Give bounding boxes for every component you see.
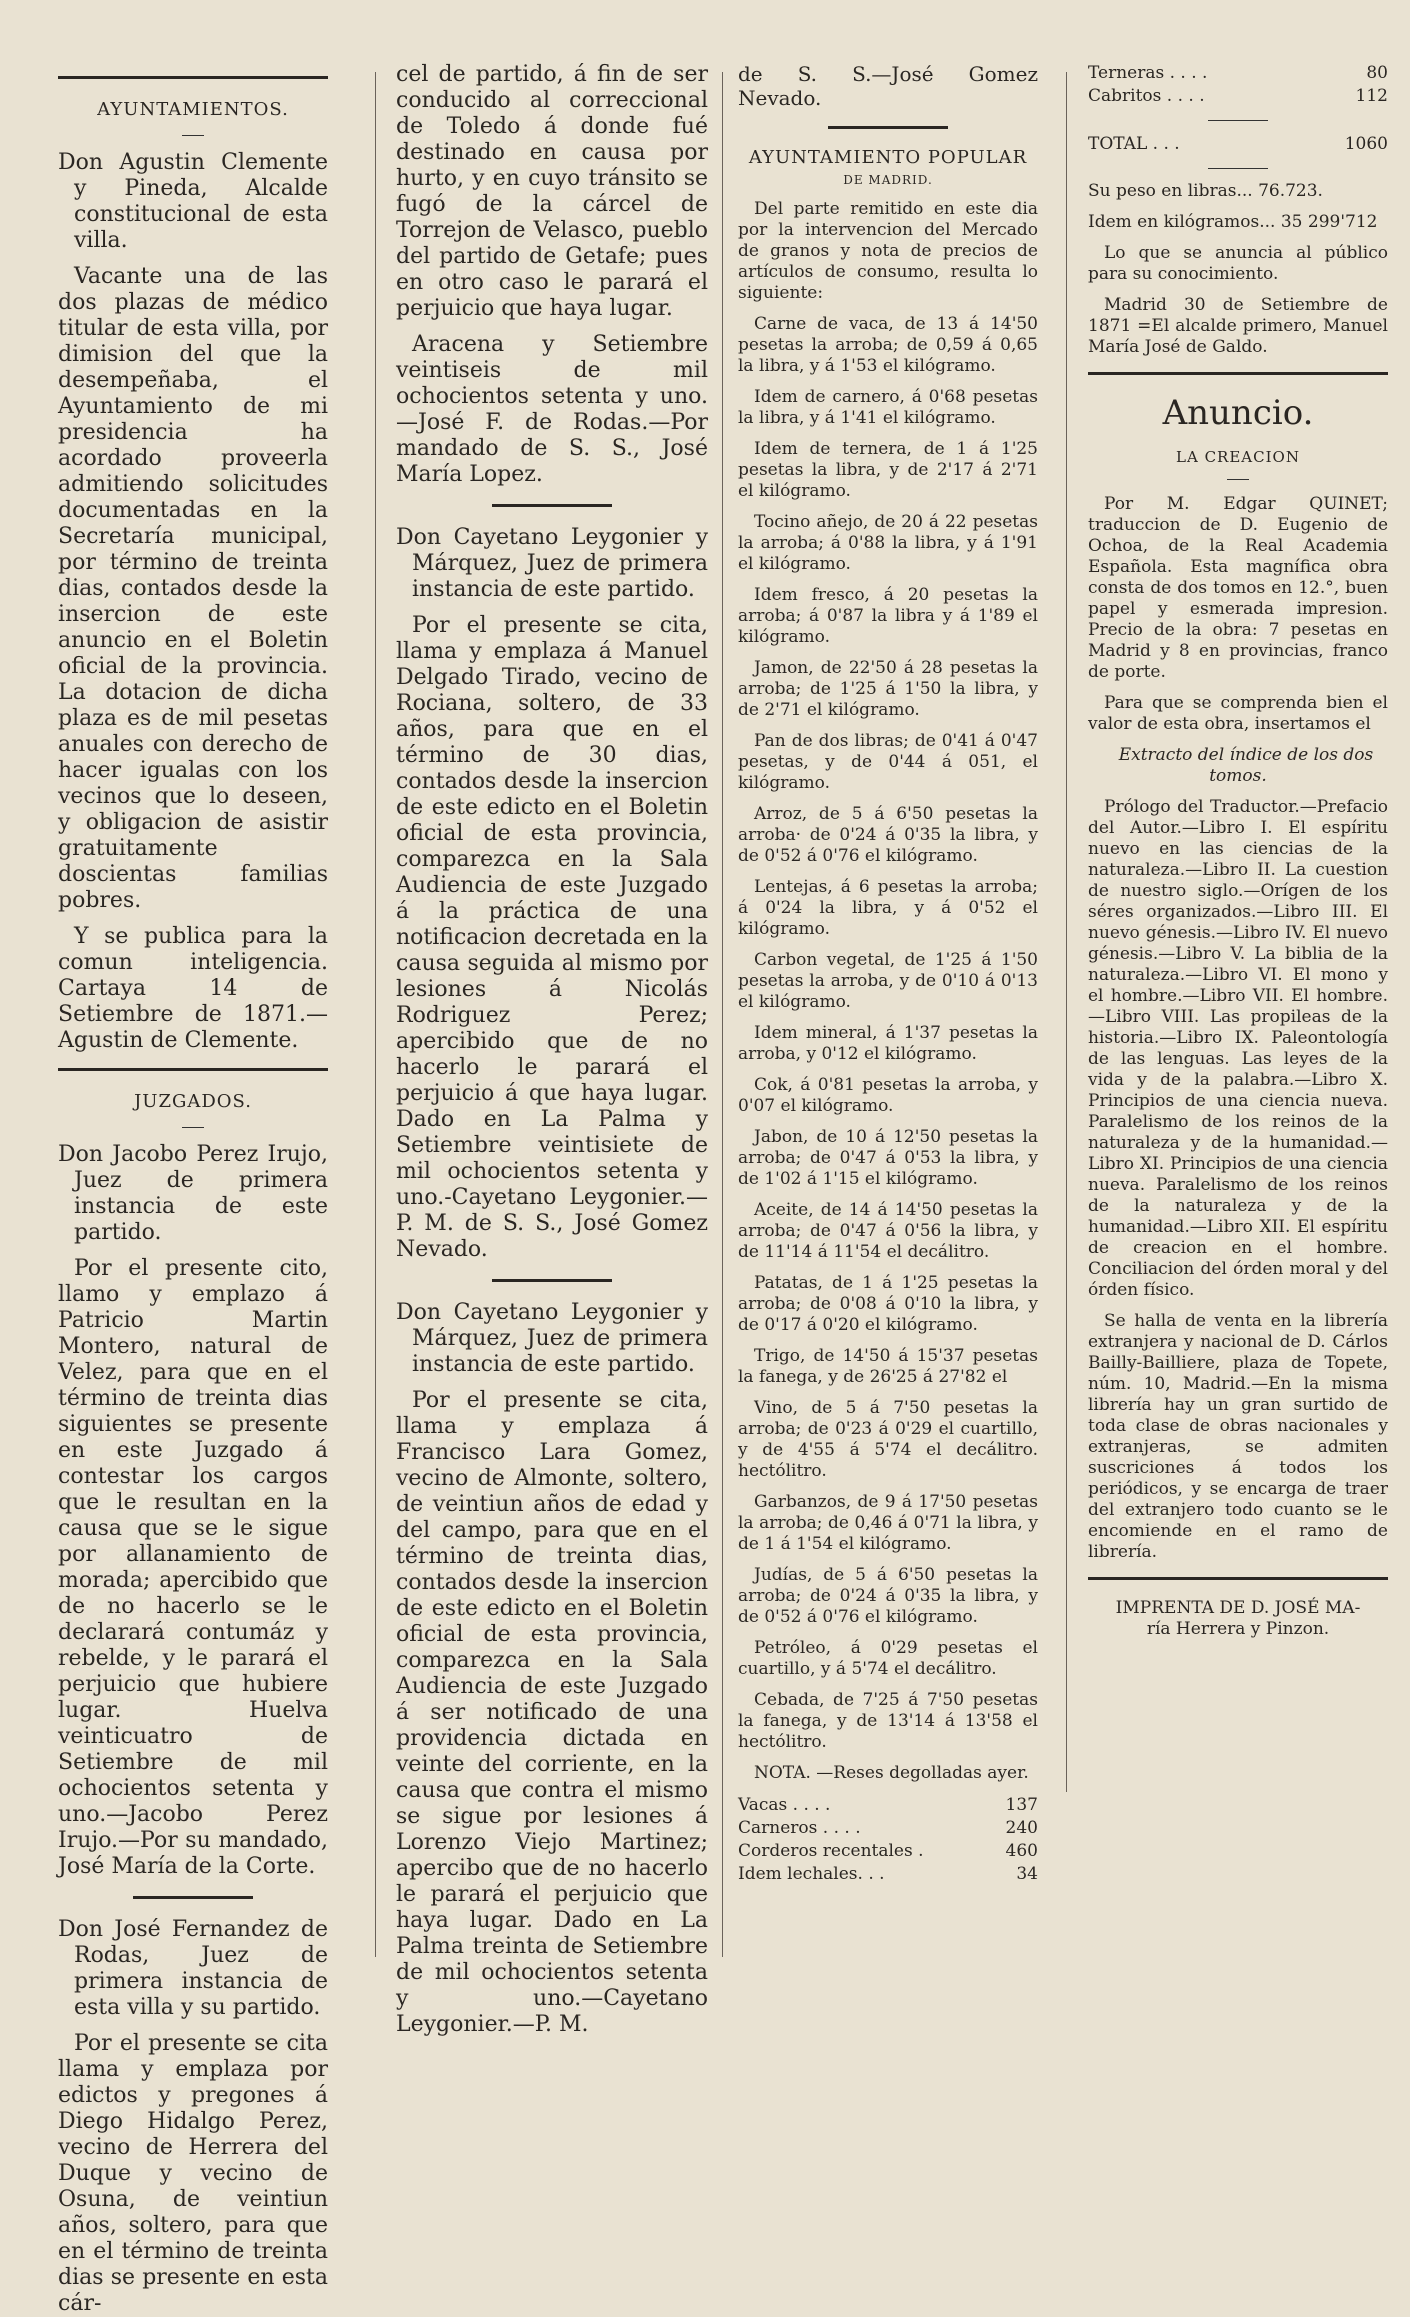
section-subheading: DE MADRID. — [843, 173, 933, 187]
table-cell: 460 — [1005, 1841, 1038, 1861]
section-rule — [1088, 1577, 1388, 1580]
table-row — [1088, 62, 1388, 85]
imprint-line: IMPRENTA DE D. JOSÉ MA- — [1115, 1598, 1361, 1618]
notice-title: Don Agustin Clemente y Pineda, Alcalde constitucional de esta villa. — [58, 150, 328, 253]
table-row — [738, 1817, 1038, 1840]
price-item: Judías, de 5 á 6'50 pesetas la arroba; de 0'24 á 0'35 la libra, y de 0'52 á 0'76 el kilógramo. — [738, 1565, 1038, 1627]
price-item: Cebada, de 7'25 á 7'50 pesetas la fanega, y de 13'14 á 13'58 el hectólitro. — [738, 1690, 1038, 1752]
table-cell: Vacas . . . . — [738, 1795, 831, 1815]
section-heading: AYUNTAMIENTO POPULAR — [748, 147, 1028, 168]
table-row — [1088, 133, 1388, 156]
total-label: TOTAL . . . — [1088, 134, 1180, 154]
ornament-rule — [492, 504, 612, 507]
table-cell: 240 — [1005, 1818, 1038, 1838]
notice-body: Madrid 30 de Setiembre de 1871 =El alcalde primero, Manuel María José de Galdo. — [1088, 295, 1388, 357]
reses-table — [738, 1794, 1038, 1886]
table-row — [738, 1840, 1038, 1863]
notice-body: cel de partido, á fin de ser conducido al correccional de Toledo á donde fué destinado en causa por hurto, y en cuyo tránsito se fugó de la cárcel de Torrejon de Velasco, pueblo del partido de Getafe; pues en otro caso le parará el perjuicio que haya lugar. — [396, 62, 708, 321]
column-rule — [722, 72, 723, 1957]
notice-title: Don Jacobo Perez Irujo, Juez de primera instancia de este partido. — [58, 1142, 328, 1245]
price-item: Idem fresco, á 20 pesetas la arroba; á 0'87 la libra y á 1'89 el kilógramo. — [738, 585, 1038, 647]
ornament-rule — [492, 1279, 612, 1282]
table-cell: Cabritos . . . . — [1088, 86, 1205, 106]
imprint-line: ría Herrera y Pinzon. — [1146, 1619, 1330, 1639]
table-row — [1088, 85, 1388, 108]
weight-line: Idem en kilógramos... 35 299'712 — [1088, 212, 1378, 232]
section-heading: JUZGADOS. — [134, 1091, 252, 1112]
section-heading: AYUNTAMIENTOS. — [97, 99, 289, 120]
price-item: Jamon, de 22'50 á 28 pesetas la arroba; de 1'25 á 1'50 la libra, y de 2'71 el kilógramo. — [738, 658, 1038, 720]
notice-title: Don José Fernandez de Rodas, Juez de primera instancia de esta villa y su partido. — [58, 1917, 328, 2020]
price-item: Carbon vegetal, de 1'25 á 1'50 pesetas la arroba, y de 0'10 á 0'13 el kilógramo. — [738, 950, 1038, 1012]
notice-body: Por el presente se cita llama y emplaza por edictos y pregones á Diego Hidalgo Perez, vecino de Herrera del Duque y vecino de Osuna, de veintiun años, soltero, para que en el término de treinta dias se presente en esta cár- — [58, 2031, 328, 2316]
top-rule — [58, 76, 328, 79]
weight-line: Su peso en libras... 76.723. — [1088, 181, 1323, 201]
notice-body: Y se publica para la comun inteligencia. Cartaya 14 de Setiembre de 1871.—Agustin de Clemente. — [58, 924, 328, 1053]
notice-body: Por el presente se cita, llama y emplaza á Francisco Lara Gomez, vecino de Almonte, soltero, de veintiun años de edad y del campo, para que en el término de treinta dias, contados desde la insercion de este edicto en el Boletin oficial de esta provincia, comparezca en la Sala Audiencia de este Juzgado á ser notificado de una providencia dictada en veinte del corriente, en la causa que contra el mismo se sigue por lesiones á Lorenzo Viejo Martinez; apercibo que de no hacerlo le parará el perjuicio que haya lugar. Dado en La Palma treinta de Setiembre de mil ochocientos setenta y uno.—Cayetano Leygonier.—P. M. — [396, 1388, 708, 2037]
dash-rule — [58, 1117, 328, 1128]
table-cell: Carneros . . . . — [738, 1818, 861, 1838]
imprint — [1088, 1598, 1388, 1640]
index-heading: Extracto del índice de los dos tomos. — [1118, 745, 1374, 786]
notice-body: Del parte remitido en este dia por la intervencion del Mercado de granos y nota de precios de artículos de consumo, resulta lo siguiente: — [738, 199, 1038, 303]
ad-body: Para que se comprenda bien el valor de esta obra, insertamos el — [1088, 693, 1388, 734]
price-item: Petróleo, á 0'29 pesetas el cuartillo, y á 5'74 el decálitro. — [738, 1638, 1038, 1679]
notice-body: Aracena y Setiembre veintiseis de mil ochocientos setenta y uno.—José F. de Rodas.—Por mandado de S. S., José María Lopez. — [396, 332, 708, 487]
price-item: Idem de ternera, de 1 á 1'25 pesetas la libra, y de 2'17 á 2'71 el kilógramo. — [738, 439, 1038, 501]
price-item: Carne de vaca, de 13 á 14'50 pesetas la arroba; de 0,59 á 0,65 la libra, y á 1'53 el kilógramo. — [738, 314, 1038, 376]
ornament-rule — [828, 126, 948, 129]
table-cell: Corderos recentales . — [738, 1841, 924, 1861]
dash-rule — [58, 125, 328, 136]
notice-body: Por el presente se cita, llama y emplaza á Manuel Delgado Tirado, vecino de Rociana, soltero, de 33 años, para que en el término de 30 dias, contados desde la insercion de este edicto en el Boletin oficial de esta provincia, comparezca en la Sala Audiencia de este Juzgado á la práctica de una notificacion decretada en la causa seguida al mismo por lesiones á Nicolás Rodriguez Perez; apercibido que de no hacerlo le parará el perjuicio á que haya lugar. Dado en La Palma y Setiembre veintisiete de mil ochocientos setenta y uno.-Cayetano Leygonier.—P. M. de S. S., José Gomez Nevado. — [396, 613, 708, 1262]
price-item: Idem mineral, á 1'37 pesetas la arroba, y 0'12 el kilógramo. — [738, 1023, 1038, 1064]
table-cell: 137 — [1005, 1795, 1038, 1815]
dash-rule — [1088, 470, 1388, 480]
table-cell: 34 — [1016, 1864, 1038, 1884]
dash-rule — [1208, 168, 1268, 169]
notice-body: Lo que se anuncia al público para su conocimiento. — [1088, 243, 1388, 284]
table-cell: 80 — [1366, 63, 1388, 83]
price-item: Arroz, de 5 á 6'50 pesetas la arroba· de 0'24 á 0'35 la libra, y de 0'52 á 0'76 el kilógramo. — [738, 804, 1038, 866]
table-row — [738, 1794, 1038, 1817]
price-item: Pan de dos libras; de 0'41 á 0'47 pesetas, y de 0'44 á 051, el kilógramo. — [738, 731, 1038, 793]
column-4 — [1088, 62, 1388, 2008]
dash-rule — [1208, 120, 1268, 121]
column-3 — [738, 62, 1038, 2008]
notice-title: Don Cayetano Leygonier y Márquez, Juez de primera instancia de este partido. — [396, 1300, 708, 1377]
table-cell: Idem lechales. . . — [738, 1864, 885, 1884]
ad-body: Por M. Edgar QUINET; traduccion de D. Eugenio de Ochoa, de la Real Academia Española. Esta magnífica obra consta de dos tomos en 12.°, buen papel y esmerada impresion. Precio de la obra: 7 pesetas en Madrid y 8 en provincias, franco de porte. — [1088, 494, 1388, 682]
section-rule — [58, 1068, 328, 1071]
table-cell: Terneras . . . . — [1088, 63, 1208, 83]
price-item: Idem de carnero, á 0'68 pesetas la libra, y á 1'41 el kilógramo. — [738, 387, 1038, 428]
book-title: LA CREACION — [1176, 448, 1300, 466]
column-1 — [58, 62, 328, 2316]
reses-table-continued — [1088, 62, 1388, 108]
notice-body: Por el presente cito, llamo y emplazo á Patricio Martin Montero, natural de Velez, para que en el término de treinta dias siguientes se presente en este Juzgado á contestar los cargos que le resultan en la causa que se le sigue por allanamiento de morada; apercibido que de no hacerlo se le declarará contumáz y rebelde, y le parará el perjuicio que hubiere lugar. Huelva veinticuatro de Setiembre de mil ochocientos setenta y uno.—Jacobo Perez Irujo.—Por su mandado, José María de la Corte. — [58, 1256, 328, 1879]
ad-body: Se halla de venta en la librería extranjera y nacional de D. Cárlos Bailly-Bailliere, plaza de Topete, núm. 10, Madrid.—En la misma librería hay un gran surtido de toda clase de obras nacionales y extranjeras, se admiten suscriciones á todos los periódicos, y se encarga de traer del extranjero todo cuanto se le encomiende en el ramo de librería. — [1088, 1311, 1388, 1562]
notice-body: de S. S.—José Gomez Nevado. — [738, 62, 1038, 110]
price-item: Jabon, de 10 á 12'50 pesetas la arroba; de 0'47 á 0'53 la libra, y de 1'02 á 1'15 el kilógramo. — [738, 1127, 1038, 1189]
notice-title: Don Cayetano Leygonier y Márquez, Juez de primera instancia de este partido. — [396, 525, 708, 602]
total-value: 1060 — [1344, 134, 1388, 154]
ornament-rule — [133, 1896, 253, 1899]
nota-heading: NOTA. —Reses degolladas ayer. — [754, 1763, 1029, 1783]
price-item: Trigo, de 14'50 á 15'37 pesetas la fanega, y de 26'25 á 27'82 el — [738, 1346, 1038, 1387]
column-2 — [396, 62, 708, 2037]
section-rule — [1088, 372, 1388, 375]
column-rule — [1066, 72, 1067, 1792]
price-item: Tocino añejo, de 20 á 22 pesetas la arroba; á 0'88 la libra, y á 1'91 el kilógramo. — [738, 512, 1038, 574]
price-item: Aceite, de 14 á 14'50 pesetas la arroba; de 0'47 á 0'56 la libra, y de 11'14 á 11'54 el decálitro. — [738, 1200, 1038, 1262]
price-item: Cok, á 0'81 pesetas la arroba, y 0'07 el kilógramo. — [738, 1075, 1038, 1116]
total-table — [1088, 133, 1388, 156]
price-item: Vino, de 5 á 7'50 pesetas la arroba; de 0'23 á 0'29 el cuartillo, y de 4'55 á 5'74 el decálitro. hectólitro. — [738, 1398, 1038, 1481]
column-rule — [375, 72, 376, 1957]
price-item: Patatas, de 1 á 1'25 pesetas la arroba; de 0'08 á 0'10 la libra, y de 0'17 á 0'20 el kilógramo. — [738, 1273, 1038, 1335]
price-list — [738, 314, 1038, 1753]
ad-body: Prólogo del Traductor.—Prefacio del Autor.—Libro I. El espíritu nuevo en las ciencias de la naturaleza.—Libro II. La cuestion de nuestro siglo.—Orígen de los séres organizados.—Libro III. El nuevo génesis.—Libro IV. El nuevo génesis.—Libro V. La biblia de la naturaleza.—Libro VI. El mono y el hombre.—Libro VII. El hombre. —Libro VIII. Las propileas de la historia.—Libro IX. Paleontología de las lenguas. Las leyes de la vida y de la palabra.—Libro X. Principios de una ciencia nueva. Paralelismo de los reinos de la naturaleza y de la humanidad.—Libro XI. Principios de una ciencia nueva. Paralelismo de los reinos de la naturaleza y de la humanidad.—Libro XII. El espíritu de creacion en el hombre. Conciliacion del órden moral y del órden físico. — [1088, 797, 1388, 1300]
price-item: Lentejas, á 6 pesetas la arroba; á 0'24 la libra, y á 0'52 el kilógramo. — [738, 877, 1038, 939]
table-row — [738, 1863, 1038, 1886]
anuncio-heading: Anuncio. — [1162, 393, 1314, 433]
table-cell: 112 — [1355, 86, 1388, 106]
notice-body: Vacante una de las dos plazas de médico titular de esta villa, por dimision del que la desempeñaba, el Ayuntamiento de mi presidencia ha acordado proveerla admitiendo solicitudes documentadas en la Secretaría municipal, por término de treinta dias, contados desde la insercion de este anuncio en el Boletin oficial de la provincia. La dotacion de dicha plaza es de mil pesetas anuales con derecho de hacer igualas con los vecinos que lo deseen, y obligacion de asistir gratuitamente doscientas familias pobres. — [58, 264, 328, 913]
price-item: Garbanzos, de 9 á 17'50 pesetas la arroba; de 0,46 á 0'71 la libra, y de 1 á 1'54 el kilógramo. — [738, 1492, 1038, 1554]
